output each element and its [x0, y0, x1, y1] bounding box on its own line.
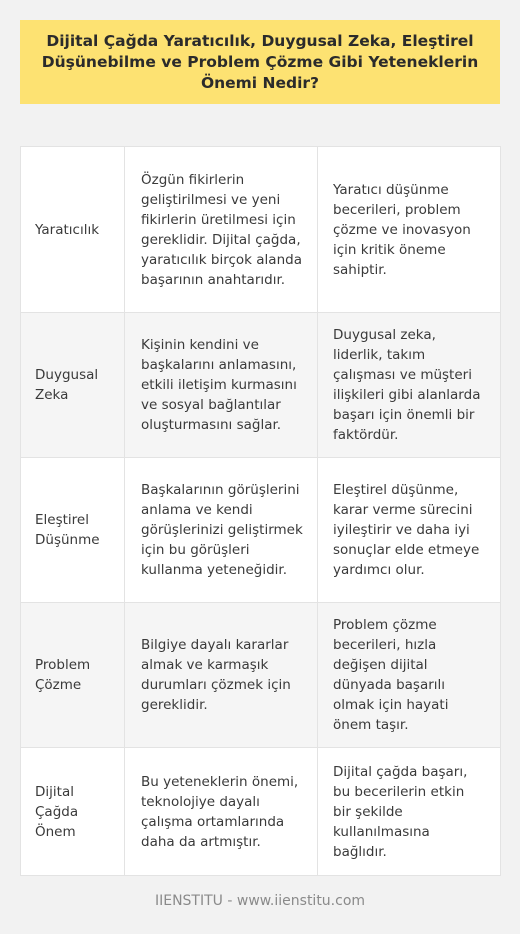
table-row [21, 748, 501, 876]
table-row [21, 313, 501, 458]
skill-cell: Eleştirel Düşünme [21, 458, 125, 603]
importance-cell: Eleştirel düşünme, karar verme sürecini iyileştirir ve daha iyi sonuçlar elde etmeye yardımcı olur. [318, 458, 501, 603]
title-banner [20, 20, 500, 104]
skill-cell: Yaratıcılık [21, 147, 125, 313]
importance-cell: Problem çözme becerileri, hızla değişen dijital dünyada başarılı olmak için hayati önem taşır. [318, 603, 501, 748]
importance-cell: Yaratıcı düşünme becerileri, problem çözme ve inovasyon için kritik öneme sahiptir. [318, 147, 501, 313]
skill-cell: Dijital Çağda Önem [21, 748, 125, 876]
skills-table [20, 146, 501, 876]
definition-cell: Özgün fikirlerin geliştirilmesi ve yeni fikirlerin üretilmesi için gereklidir. Dijital çağda, yaratıcılık birçok alanda başarının anahtarıdır. [125, 147, 318, 313]
skill-cell: Problem Çözme [21, 603, 125, 748]
footer-credit: IIENSTITU - www.iienstitu.com [154, 893, 366, 909]
table-row [21, 458, 501, 603]
definition-cell: Bilgiye dayalı kararlar almak ve karmaşık durumları çözmek için gereklidir. [125, 603, 318, 748]
skill-cell: Duygusal Zeka [21, 313, 125, 458]
importance-cell: Dijital çağda başarı, bu becerilerin etkin bir şekilde kullanılmasına bağlıdır. [318, 748, 501, 876]
definition-cell: Başkalarının görüşlerini anlama ve kendi görüşlerinizi geliştirmek için bu görüşleri kullanma yeteneğidir. [125, 458, 318, 603]
table-row [21, 603, 501, 748]
definition-cell: Bu yeteneklerin önemi, teknolojiye dayalı çalışma ortamlarında daha da artmıştır. [125, 748, 318, 876]
definition-cell: Kişinin kendini ve başkalarını anlamasını, etkili iletişim kurmasını ve sosyal bağlantılar oluşturmasını sağlar. [125, 313, 318, 458]
page-title: Dijital Çağda Yaratıcılık, Duygusal Zeka, Eleştirel Düşünebilme ve Problem Çözme Gibi Yeteneklerin Önemi Nedir? [41, 31, 479, 92]
table-row [21, 147, 501, 313]
importance-cell: Duygusal zeka, liderlik, takım çalışması ve müşteri ilişkileri gibi alanlarda başarı için önemli bir faktördür. [318, 313, 501, 458]
